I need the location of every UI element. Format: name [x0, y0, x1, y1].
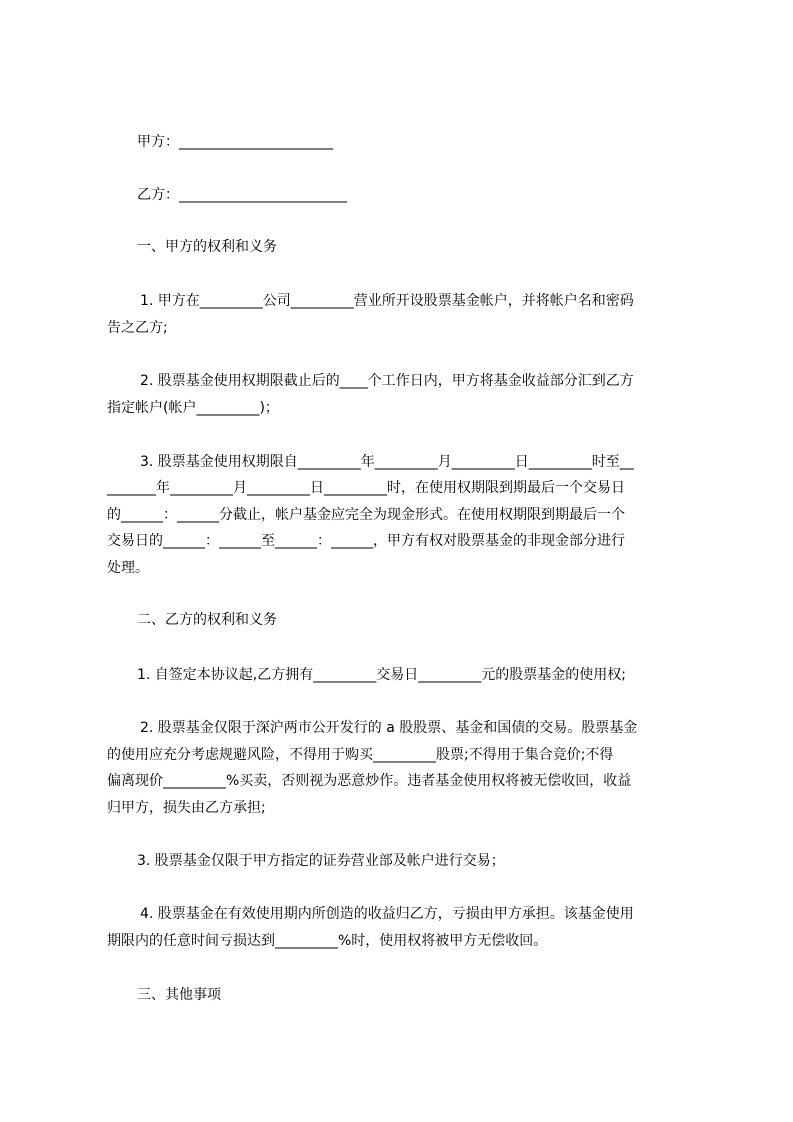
- section-1-item-3-line-1: 3. 股票基金使用权期限自_________年_________月_________日_________时至__: [140, 454, 634, 470]
- section-1-heading: 一、甲方的权利和义务: [137, 239, 277, 255]
- section-2-item-2-line-2: 的使用应充分考虑规避风险，不得用于购买_________股票;不得用于集合竞价;不得: [107, 747, 614, 763]
- section-1-item-3-line-4: 交易日的______：______至______：______，甲方有权对股票基金的非现金部分进行: [107, 533, 625, 549]
- section-2-heading: 二、乙方的权利和义务: [137, 612, 277, 628]
- section-2-item-3-line-1: 3. 股票基金仅限于甲方指定的证券营业部及帐户进行交易；: [137, 853, 505, 869]
- section-1-item-2-line-1: 2. 股票基金使用权期限截止后的____个工作日内，甲方将基金收益部分汇到乙方: [140, 373, 634, 389]
- section-1-item-1-line-1: 1. 甲方在_________公司_________营业所开设股票基金帐户，并将帐户名和密码: [140, 293, 634, 309]
- section-1-item-1-line-2: 告之乙方;: [107, 320, 168, 336]
- section-2-item-2-line-3: 偏离现价_________%买卖，否则视为恶意炒作。违者基金使用权将被无偿收回，收益: [107, 773, 632, 789]
- party-b-line: 乙方：________________________: [137, 187, 347, 203]
- section-1-item-3-line-5: 处理。: [107, 560, 149, 576]
- section-1-item-3-line-3: 的______：______分截止，帐户基金应完全为现金形式。在使用权期限到期最后一个: [107, 507, 625, 523]
- section-3-heading: 三、其他事项: [137, 987, 221, 1003]
- section-2-item-1-line-1: 1. 自签定本协议起,乙方拥有_________交易日_________元的股票基金的使用权;: [137, 667, 626, 683]
- section-2-item-2-line-1: 2. 股票基金仅限于深沪两市公开发行的 a 股股票、基金和国债的交易。股票基金: [140, 720, 638, 736]
- party-a-line: 甲方：______________________: [137, 134, 333, 150]
- section-1-item-3-line-2: _______年_________月_________日_________时，在使用权期限到期最后一个交易日: [107, 480, 625, 496]
- section-2-item-4-line-1: 4. 股票基金在有效使用期内所创造的收益归乙方，亏损由甲方承担。该基金使用: [140, 906, 634, 922]
- section-1-item-2-line-2: 指定帐户(帐户_________)；: [107, 400, 279, 416]
- section-2-item-4-line-2: 期限内的任意时间亏损达到_________%时，使用权将被甲方无偿收回。: [107, 933, 548, 949]
- section-2-item-2-line-4: 归甲方，损失由乙方承担;: [107, 800, 266, 816]
